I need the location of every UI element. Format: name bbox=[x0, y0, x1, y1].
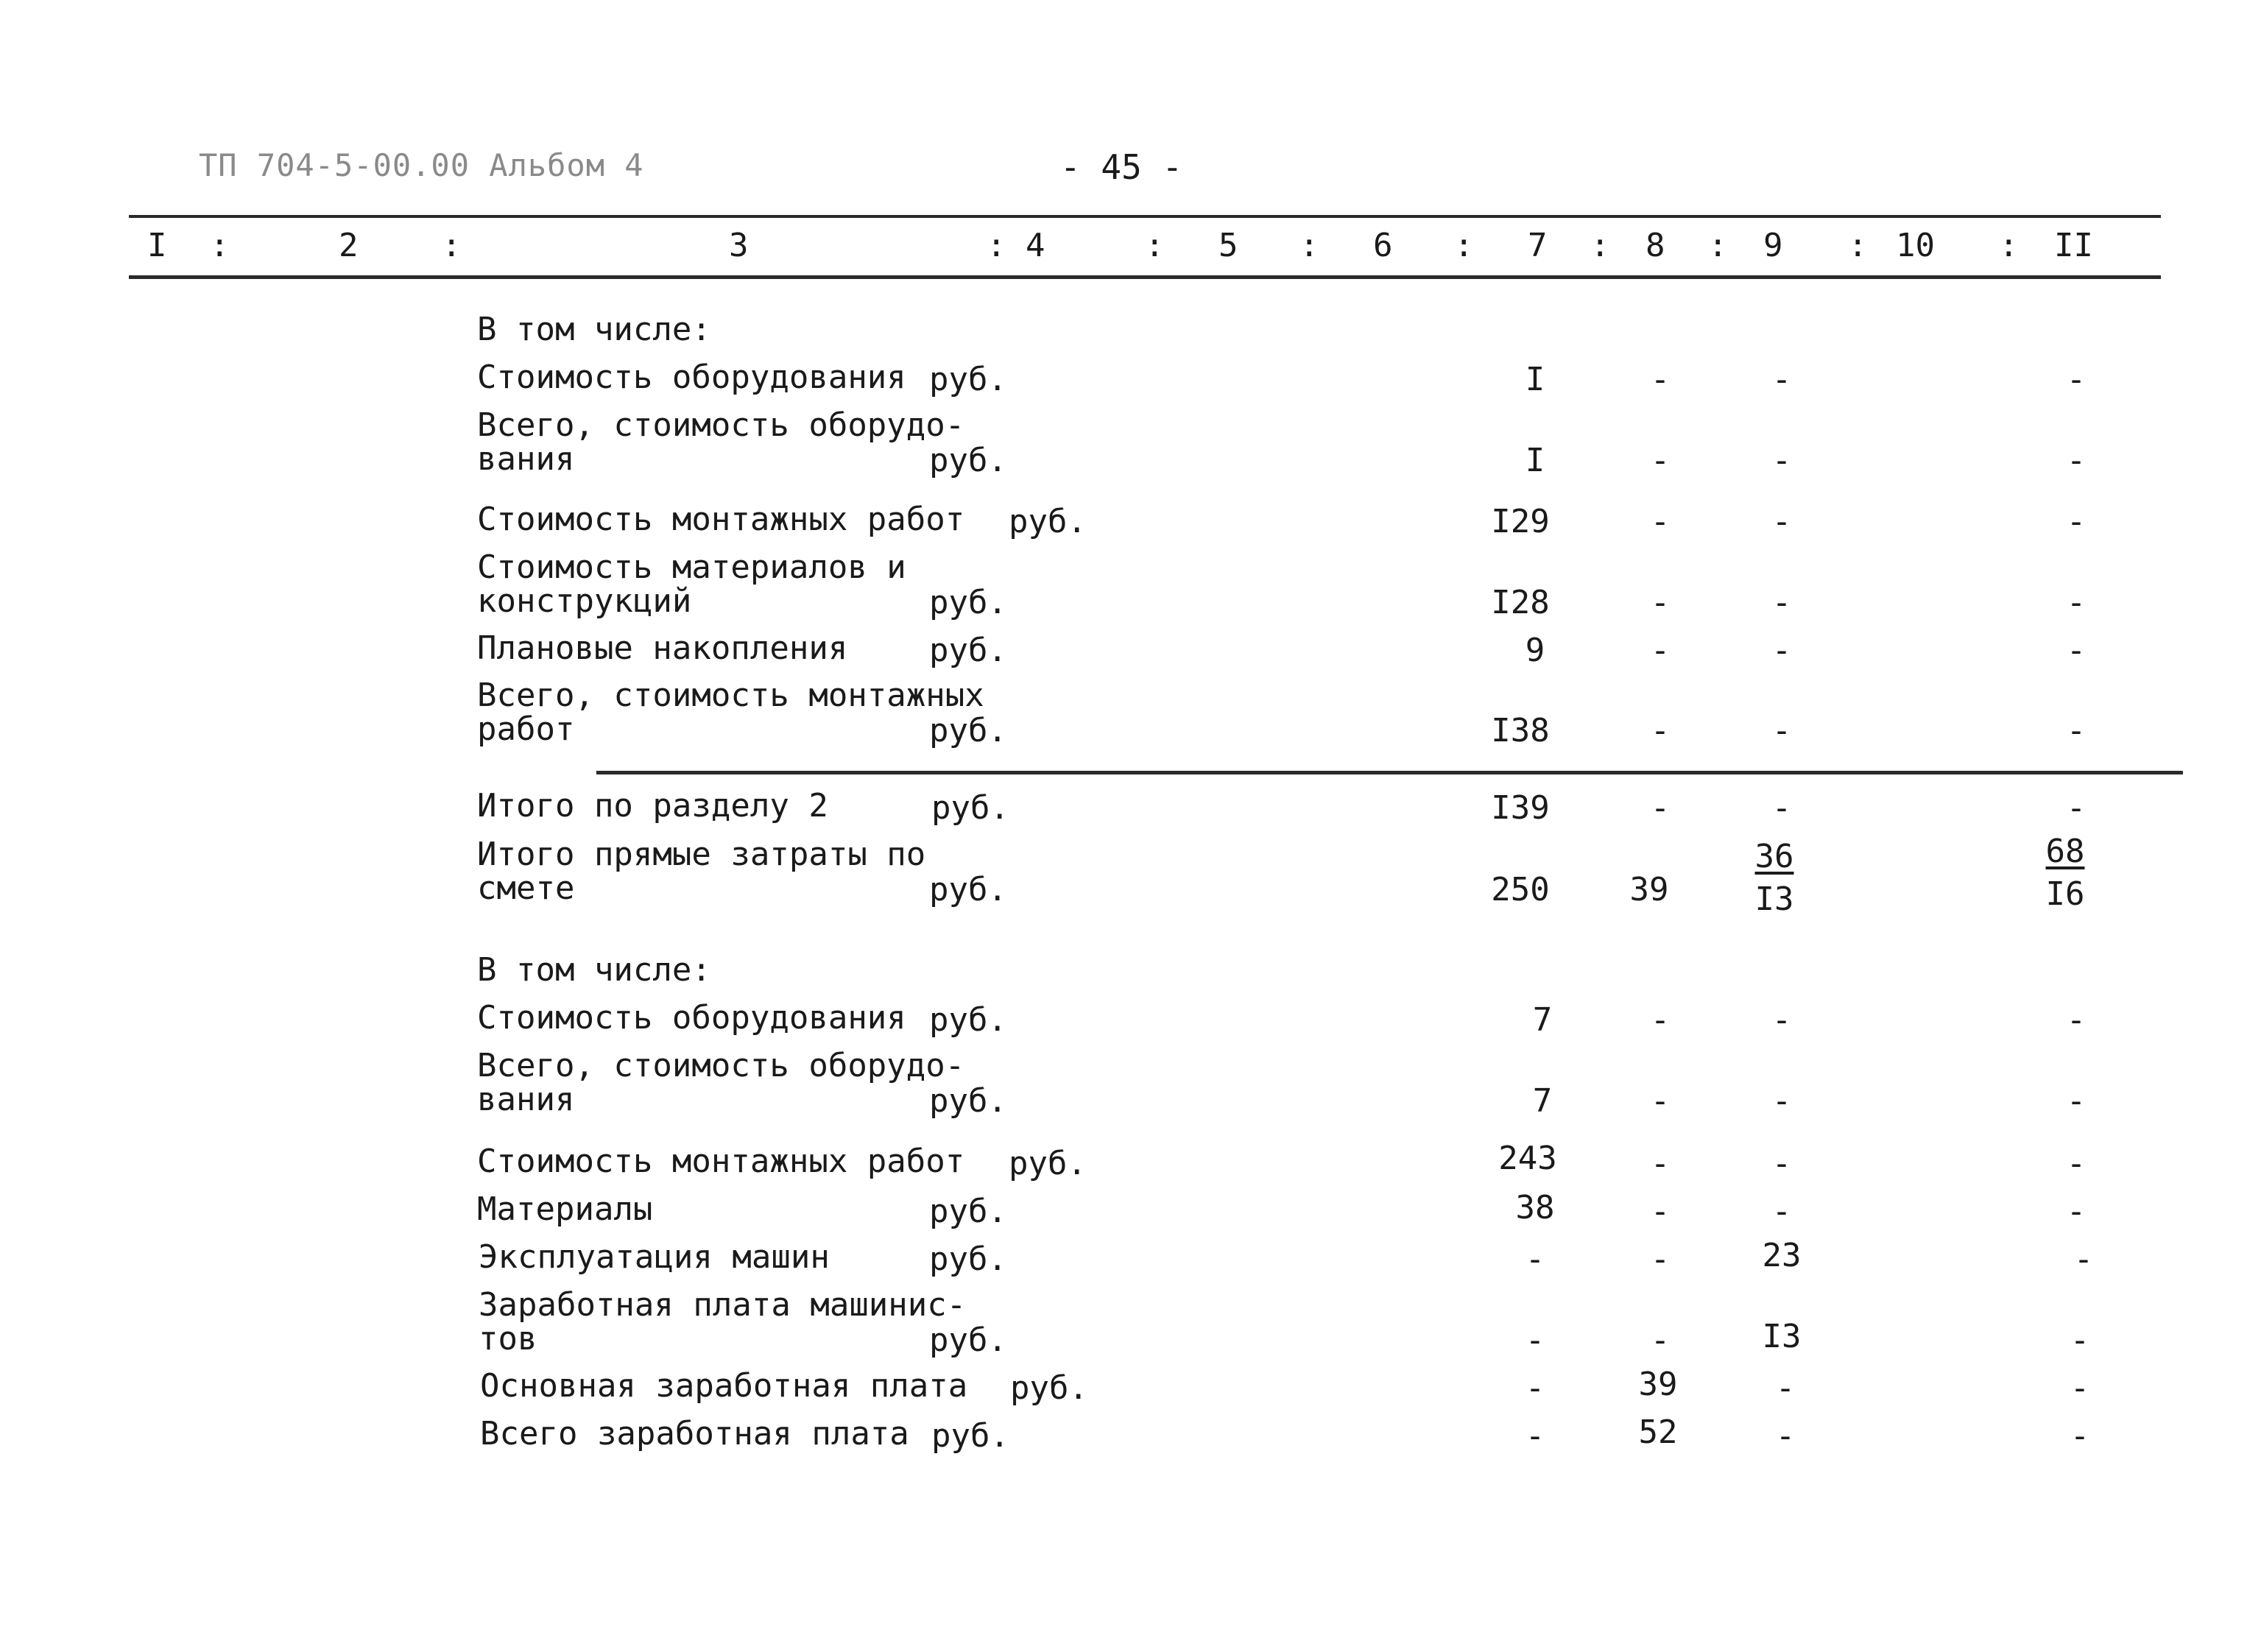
col-header-8: 8 bbox=[1646, 227, 1665, 264]
cell-col8: - bbox=[1650, 1193, 1671, 1230]
row-unit: руб. bbox=[1010, 1369, 1088, 1407]
fraction-denominator: I6 bbox=[2045, 875, 2085, 913]
cell-col8: 39 bbox=[1638, 1366, 1678, 1403]
row-unit: руб. bbox=[931, 1417, 1009, 1455]
row-label: Стоимость материалов и конструкций bbox=[477, 548, 906, 620]
cell-col9: - bbox=[1771, 632, 1792, 669]
row-label: Плановые накопления bbox=[477, 629, 848, 667]
row-label: Эксплуатация машин bbox=[479, 1238, 830, 1276]
cell-col11-fraction bbox=[2006, 830, 2124, 916]
cell-col11: - bbox=[2066, 1082, 2087, 1120]
col-header-3: 3 bbox=[729, 227, 749, 264]
cell-col9: - bbox=[1771, 1082, 1792, 1120]
cell-col9: - bbox=[1771, 1145, 1792, 1182]
row-label: В том числе: bbox=[477, 311, 711, 348]
row-unit: руб. bbox=[929, 1001, 1007, 1039]
row-unit: руб. bbox=[929, 584, 1007, 621]
section-divider-rule bbox=[596, 771, 2183, 774]
row-label: Материалы bbox=[477, 1190, 653, 1228]
row-unit: руб. bbox=[1009, 503, 1087, 540]
row-label: Стоимость монтажных работ bbox=[477, 501, 965, 538]
row-label: Заработная плата машинис- тов bbox=[479, 1286, 967, 1358]
row-label: Итого прямые затраты по смете bbox=[477, 836, 926, 907]
row-unit: руб. bbox=[929, 1240, 1007, 1278]
row-label: Стоимость оборудования bbox=[477, 359, 906, 396]
cell-col8: - bbox=[1650, 1321, 1671, 1359]
cell-col8: - bbox=[1650, 442, 1671, 479]
cell-col9: - bbox=[1771, 361, 1792, 398]
cell-col11: - bbox=[2066, 584, 2087, 621]
row-label: Стоимость оборудования bbox=[477, 999, 906, 1037]
cell-col11: - bbox=[2066, 442, 2087, 479]
col-header-2: 2 bbox=[339, 227, 359, 264]
cell-col11: - bbox=[2066, 712, 2087, 749]
cell-col9: I3 bbox=[1762, 1318, 1802, 1355]
cell-col9: - bbox=[1771, 1193, 1792, 1230]
cell-col9: 23 bbox=[1762, 1237, 1802, 1274]
cell-col7: 7 bbox=[1532, 1082, 1553, 1120]
cell-col11: - bbox=[2066, 632, 2087, 669]
cell-col11: - bbox=[2066, 503, 2087, 540]
fraction-numerator: 36 bbox=[1754, 838, 1794, 875]
fraction-denominator: I3 bbox=[1754, 880, 1794, 918]
cell-col7: I29 bbox=[1491, 503, 1550, 540]
row-unit: руб. bbox=[929, 632, 1007, 669]
cell-col8: - bbox=[1650, 584, 1671, 621]
row-unit: руб. bbox=[929, 871, 1007, 908]
cell-col9: - bbox=[1771, 584, 1792, 621]
table-header-bottom-rule bbox=[129, 275, 2161, 279]
cell-col8: 39 bbox=[1629, 871, 1669, 908]
col-header-5: 5 bbox=[1218, 227, 1238, 264]
col-header-sep: : bbox=[1299, 227, 1319, 264]
cell-col9-fraction bbox=[1715, 836, 1833, 921]
cell-col7: 9 bbox=[1525, 632, 1545, 669]
cell-col8: - bbox=[1650, 1145, 1671, 1182]
cell-col8: - bbox=[1650, 789, 1671, 827]
row-unit: руб. bbox=[931, 789, 1009, 827]
cell-col11: - bbox=[2066, 361, 2087, 398]
cell-col9: - bbox=[1771, 503, 1792, 540]
cell-col7: I bbox=[1525, 361, 1545, 398]
row-label: Итого по разделу 2 bbox=[477, 787, 828, 825]
cell-col9: - bbox=[1771, 1001, 1792, 1039]
row-label: Всего заработная плата bbox=[480, 1415, 909, 1452]
col-header-11: II bbox=[2054, 227, 2093, 264]
cell-col8: - bbox=[1650, 1082, 1671, 1120]
cell-col11: - bbox=[2070, 1321, 2090, 1359]
row-label: В том числе: bbox=[477, 951, 711, 989]
col-header-sep: : bbox=[1848, 227, 1868, 264]
cell-col11: - bbox=[2066, 1145, 2087, 1182]
row-label: Основная заработная плата bbox=[480, 1367, 968, 1405]
cell-col11: - bbox=[2073, 1240, 2094, 1278]
cell-col7: I39 bbox=[1491, 789, 1550, 827]
cell-col8: - bbox=[1650, 632, 1671, 669]
row-label: Всего, стоимость монтажных работ bbox=[477, 677, 984, 748]
row-unit: руб. bbox=[929, 442, 1007, 479]
col-header-4: : 4 bbox=[987, 227, 1045, 264]
col-header-10: 10 bbox=[1896, 227, 1935, 264]
row-unit: руб. bbox=[929, 361, 1007, 398]
cell-col8: - bbox=[1650, 503, 1671, 540]
col-header-sep: : bbox=[210, 227, 230, 264]
cell-col9: - bbox=[1771, 712, 1792, 749]
cell-col7: I38 bbox=[1491, 712, 1550, 749]
cell-col7: - bbox=[1525, 1369, 1545, 1407]
cell-col9: - bbox=[1771, 789, 1792, 827]
col-header-sep: : bbox=[1454, 227, 1474, 264]
cell-col8: - bbox=[1650, 712, 1671, 749]
cell-col7: 7 bbox=[1532, 1001, 1553, 1039]
cell-col9: - bbox=[1775, 1369, 1796, 1407]
row-unit: руб. bbox=[929, 712, 1007, 749]
col-header-sep: : bbox=[1708, 227, 1728, 264]
col-header-7: 7 bbox=[1528, 227, 1548, 264]
cell-col11: - bbox=[2066, 1001, 2087, 1039]
col-header-sep: : bbox=[1590, 227, 1610, 264]
row-unit: руб. bbox=[929, 1082, 1007, 1120]
col-header-6: 6 bbox=[1373, 227, 1393, 264]
row-unit: руб. bbox=[929, 1193, 1007, 1230]
cell-col8: - bbox=[1650, 1240, 1671, 1278]
cell-col11: - bbox=[2070, 1369, 2090, 1407]
col-header-sep: : bbox=[1999, 227, 2019, 264]
cell-col7: I bbox=[1525, 442, 1545, 479]
cell-col7: I28 bbox=[1491, 584, 1550, 621]
cell-col7: - bbox=[1525, 1321, 1545, 1359]
cell-col7: 250 bbox=[1491, 871, 1550, 908]
document-code: ТП 704-5-00.00 Альбом 4 bbox=[199, 147, 644, 183]
cell-col9: - bbox=[1771, 442, 1792, 479]
row-unit: руб. bbox=[929, 1321, 1007, 1359]
cell-col7: - bbox=[1525, 1240, 1545, 1278]
col-header-1: I bbox=[147, 227, 167, 264]
col-header-sep: : bbox=[442, 227, 462, 264]
cell-col8: 52 bbox=[1638, 1413, 1678, 1451]
table-top-rule bbox=[129, 215, 2161, 218]
cell-col11: - bbox=[2066, 789, 2087, 827]
cell-col9: - bbox=[1775, 1417, 1796, 1455]
cell-col8: - bbox=[1650, 1001, 1671, 1039]
cell-col11: - bbox=[2070, 1417, 2090, 1455]
col-header-9: 9 bbox=[1763, 227, 1783, 264]
row-label: Стоимость монтажных работ bbox=[477, 1143, 965, 1180]
row-label: Всего, стоимость оборудо- вания bbox=[477, 406, 965, 478]
fraction-numerator: 68 bbox=[2045, 833, 2085, 870]
cell-col7: - bbox=[1525, 1417, 1545, 1455]
row-label: Всего, стоимость оборудо- вания bbox=[477, 1047, 965, 1118]
cell-col7: 243 bbox=[1498, 1140, 1557, 1177]
row-unit: руб. bbox=[1009, 1145, 1087, 1182]
col-header-sep: : bbox=[1145, 227, 1165, 264]
cell-col8: - bbox=[1650, 361, 1671, 398]
cell-col7: 38 bbox=[1515, 1189, 1555, 1226]
page-number: - 45 - bbox=[1060, 147, 1183, 187]
cell-col11: - bbox=[2066, 1193, 2087, 1230]
